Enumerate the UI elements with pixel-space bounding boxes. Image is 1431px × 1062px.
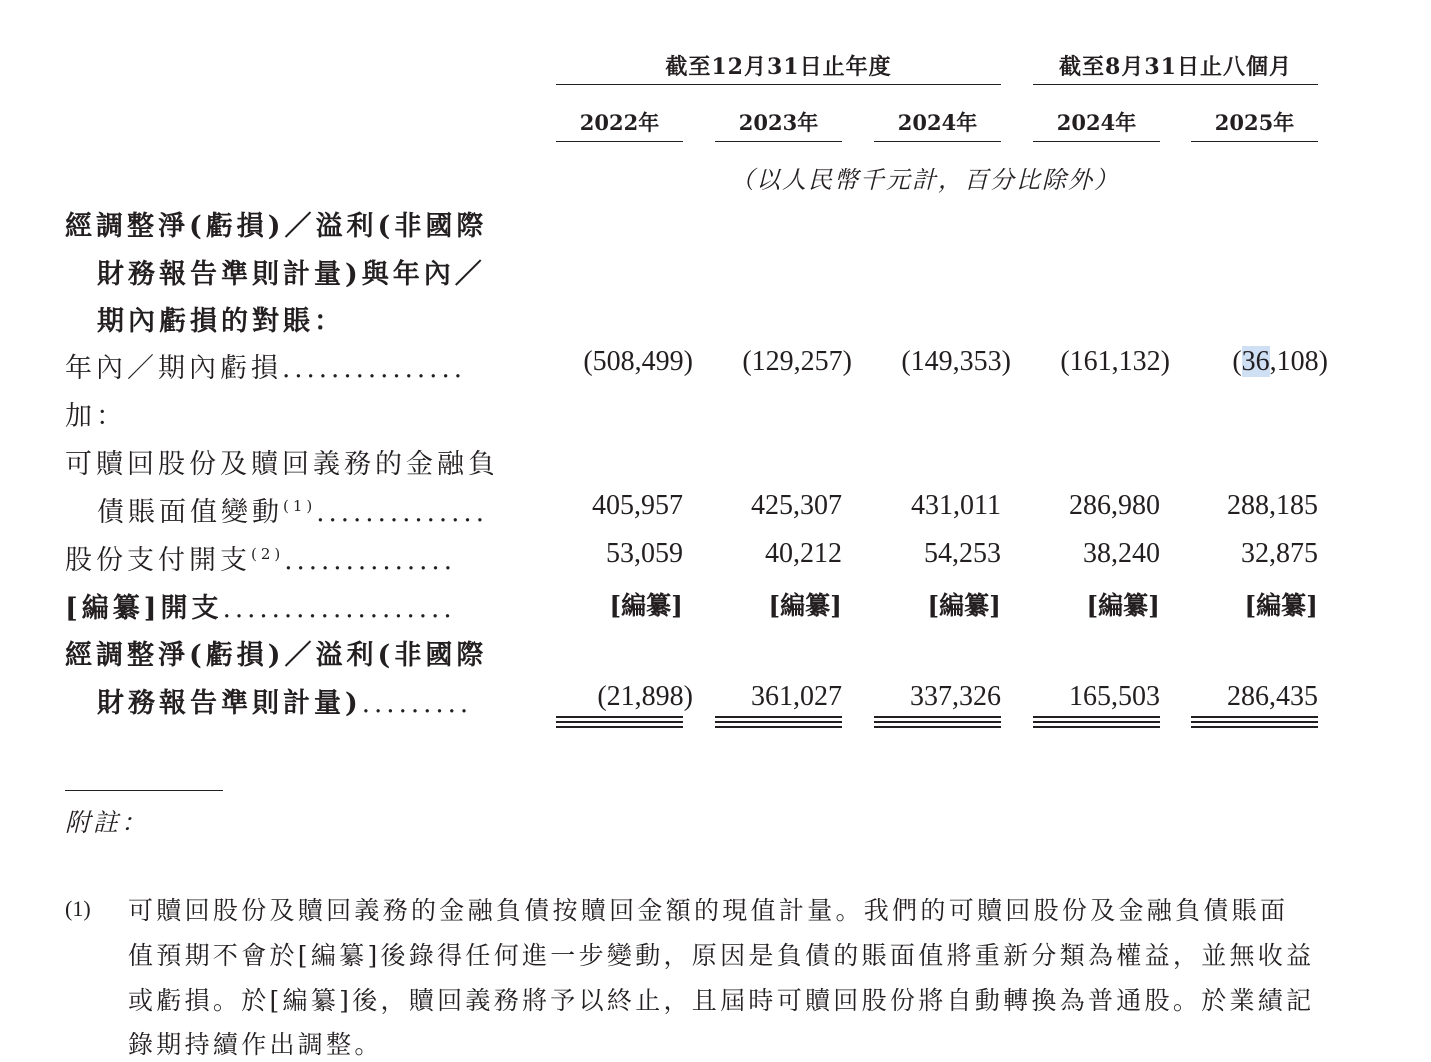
row-redacted-2024: [編纂] — [927, 591, 1001, 620]
section-title-line-2: 財務報告準則計量)與年內／ — [97, 259, 486, 290]
row-redacted-label-text: [編纂]開支 — [65, 593, 223, 624]
row-loss-label — [65, 346, 466, 385]
row-loss-2025-8m: (36,108) — [1232, 346, 1328, 377]
total-top-rule-4 — [1033, 716, 1160, 718]
notes-heading: 附註： — [65, 808, 150, 837]
row-redeemable-2023: 425,307 — [751, 490, 842, 521]
footnote-ref-1: (1) — [283, 497, 317, 515]
row-loss-2022: (508,499) — [583, 346, 693, 377]
total-top-rule-5 — [1191, 716, 1318, 718]
row-redacted-2025-8m: [編纂] — [1244, 591, 1318, 620]
note-1-line-1: 可贖回股份及贖回義務的金融負債按贖回金額的現值計量。我們的可贖回股份及金融負債賬面 — [128, 896, 1289, 925]
row-loss-2024-8m: (161,132) — [1060, 346, 1170, 377]
section-title-line-3: 期內虧損的對賬： — [97, 306, 345, 337]
year-rule-1 — [556, 141, 683, 142]
header-group-rule-1 — [556, 84, 1001, 85]
year-header-2023: 2023年 — [738, 110, 819, 135]
year-header-2025-8m: 2025年 — [1214, 110, 1295, 135]
total-double-rule-4 — [1033, 721, 1160, 728]
total-double-rule-2 — [715, 721, 842, 728]
row-redacted-leader: ................... — [222, 594, 456, 624]
row-add-label: 加： — [65, 401, 127, 432]
row-share-based-2024: 54,253 — [924, 538, 1001, 569]
row-redeemable-2022: 405,957 — [592, 490, 683, 521]
total-double-rule-1 — [556, 721, 683, 728]
note-1-line-3: 或虧損。於[編纂]後，贖回義務將予以終止，且屆時可贖回股份將自動轉換為普通股。於業績記 — [128, 986, 1315, 1015]
row-redeemable-label-text: 債賬面值變動 — [97, 497, 283, 528]
year-header-2022: 2022年 — [579, 110, 660, 135]
year-rule-4 — [1033, 141, 1160, 142]
total-top-rule-3 — [874, 716, 1001, 718]
footnote-ref-2: (2) — [251, 545, 285, 563]
row-redacted-2022: [編纂] — [609, 591, 683, 620]
notes-separator — [65, 790, 223, 791]
header-group-rule-2 — [1033, 84, 1318, 85]
row-redeemable-label-line-1: 可贖回股份及贖回義務的金融負 — [65, 449, 499, 480]
row-loss-2024: (149,353) — [901, 346, 1011, 377]
row-share-based-label-text: 股份支付開支 — [65, 545, 251, 576]
row-redacted-2024-8m: [編纂] — [1086, 591, 1160, 620]
row-adjusted-2022: (21,898) — [597, 681, 693, 712]
year-rule-3 — [874, 141, 1001, 142]
year-header-2024-8m: 2024年 — [1056, 110, 1137, 135]
row-adjusted-label-line-2 — [97, 681, 472, 720]
year-rule-5 — [1191, 141, 1318, 142]
text-selection-highlight[interactable]: 36 — [1241, 346, 1270, 377]
row-adjusted-2024: 337,326 — [910, 681, 1001, 712]
year-rule-2 — [715, 141, 842, 142]
total-double-rule-5 — [1191, 721, 1318, 728]
row-share-based-label — [65, 538, 456, 577]
row-adjusted-2024-8m: 165,503 — [1069, 681, 1160, 712]
row-share-based-2024-8m: 38,240 — [1083, 538, 1160, 569]
note-1-line-2: 值預期不會於[編纂]後錄得任何進一步變動，原因是負債的賬面值將重新分類為權益，並無收益 — [128, 941, 1315, 970]
row-redacted-label — [65, 586, 456, 625]
row-redacted-2023: [編纂] — [768, 591, 842, 620]
row-adjusted-label-text: 財務報告準則計量) — [97, 688, 362, 719]
row-redeemable-label-line-2 — [97, 490, 488, 529]
header-group-year-ended: 截至12月31日止年度 — [665, 54, 892, 80]
row-adjusted-leader: ......... — [361, 689, 473, 719]
total-top-rule-2 — [715, 716, 842, 718]
row-share-based-2022: 53,059 — [606, 538, 683, 569]
row-loss-label-text: 年內／期內虧損 — [65, 353, 282, 384]
header-group-eight-months: 截至8月31日止八個月 — [1059, 54, 1292, 80]
row-redeemable-leader: .............. — [316, 498, 488, 528]
row-loss-leader: ............... — [282, 354, 466, 384]
row-share-based-2023: 40,212 — [765, 538, 842, 569]
unit-note: （以人民幣千元計，百分比除外） — [730, 166, 1120, 194]
row-share-based-2025-8m: 32,875 — [1241, 538, 1318, 569]
row-adjusted-2025-8m: 286,435 — [1227, 681, 1318, 712]
row-adjusted-label-line-1: 經調整淨(虧損)／溢利(非國際 — [65, 640, 488, 671]
note-1-marker: (1) — [65, 896, 91, 921]
total-double-rule-3 — [874, 721, 1001, 728]
total-top-rule-1 — [556, 716, 683, 718]
year-header-2024: 2024年 — [897, 110, 978, 135]
row-redeemable-2024: 431,011 — [911, 490, 1001, 521]
section-title-line-1: 經調整淨(虧損)／溢利(非國際 — [65, 211, 488, 242]
row-share-based-leader: .............. — [284, 546, 456, 576]
row-redeemable-2025-8m: 288,185 — [1227, 490, 1318, 521]
row-adjusted-2023: 361,027 — [751, 681, 842, 712]
row-loss-2023: (129,257) — [742, 346, 852, 377]
row-redeemable-2024-8m: 286,980 — [1069, 490, 1160, 521]
note-1-line-4: 錄期持續作出調整。 — [128, 1030, 383, 1059]
